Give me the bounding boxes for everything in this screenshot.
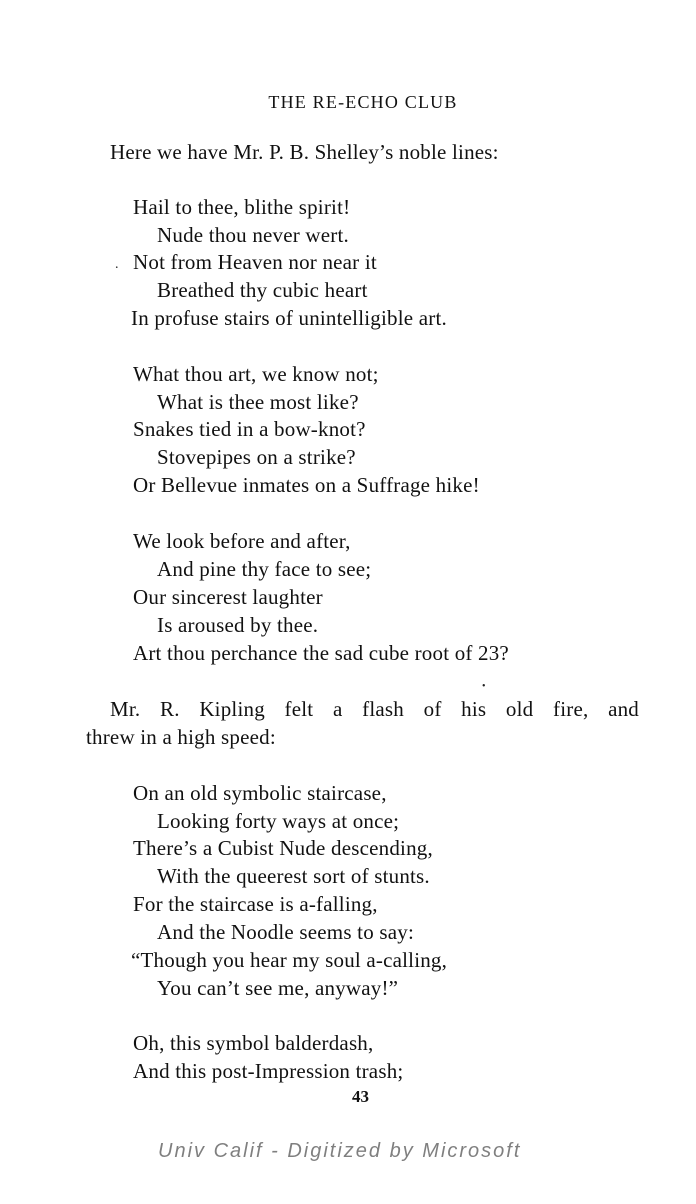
kipling-intro-line: Mr. R. Kipling felt a flash of his old fire, and bbox=[110, 697, 639, 721]
poem-line: And the Noodle seems to say: bbox=[157, 920, 414, 944]
poem-line: Art thou perchance the sad cube root of 23? bbox=[133, 641, 509, 665]
stray-mark: . bbox=[115, 257, 119, 272]
poem-line: We look before and after, bbox=[133, 529, 351, 553]
poem-line: With the queerest sort of stunts. bbox=[157, 864, 430, 888]
shelley-intro: Here we have Mr. P. B. Shelley’s noble lines: bbox=[110, 140, 499, 164]
poem-line: Is aroused by thee. bbox=[157, 613, 319, 637]
poem-line: Our sincerest laughter bbox=[133, 585, 323, 609]
poem-line: Or Bellevue inmates on a Suffrage hike! bbox=[133, 473, 480, 497]
poem-line: “Though you hear my soul a-calling, bbox=[131, 948, 448, 972]
poem-line: What thou art, we know not; bbox=[133, 362, 379, 386]
poem-line: Not from Heaven nor near it bbox=[133, 250, 377, 274]
stray-mark: • bbox=[482, 681, 486, 692]
poem-line: You can’t see me, anyway!” bbox=[157, 976, 399, 1000]
page-number: 43 bbox=[352, 1087, 369, 1106]
poem-line: Nude thou never wert. bbox=[157, 223, 349, 247]
poem-line: For the staircase is a-falling, bbox=[133, 892, 378, 916]
poem-line: There’s a Cubist Nude descending, bbox=[133, 836, 433, 860]
poem-line: In profuse stairs of unintelligible art. bbox=[131, 306, 447, 330]
poem-line: And pine thy face to see; bbox=[157, 557, 372, 581]
poem-line: What is thee most like? bbox=[157, 390, 359, 414]
digitization-watermark: Univ Calif - Digitized by Microsoft bbox=[158, 1140, 522, 1162]
poem-line: And this post-Impression trash; bbox=[133, 1059, 404, 1083]
poem-line: Snakes tied in a bow-knot? bbox=[133, 417, 366, 441]
poem-line: On an old symbolic staircase, bbox=[133, 781, 387, 805]
running-head: THE RE-ECHO CLUB bbox=[268, 92, 458, 112]
kipling-intro-line: threw in a high speed: bbox=[86, 725, 276, 749]
poem-line: Stovepipes on a strike? bbox=[157, 445, 356, 469]
poem-line: Oh, this symbol balderdash, bbox=[133, 1031, 374, 1055]
poem-line: Looking forty ways at once; bbox=[157, 809, 400, 833]
poem-line: Breathed thy cubic heart bbox=[157, 278, 368, 302]
poem-line: Hail to thee, blithe spirit! bbox=[133, 195, 351, 219]
